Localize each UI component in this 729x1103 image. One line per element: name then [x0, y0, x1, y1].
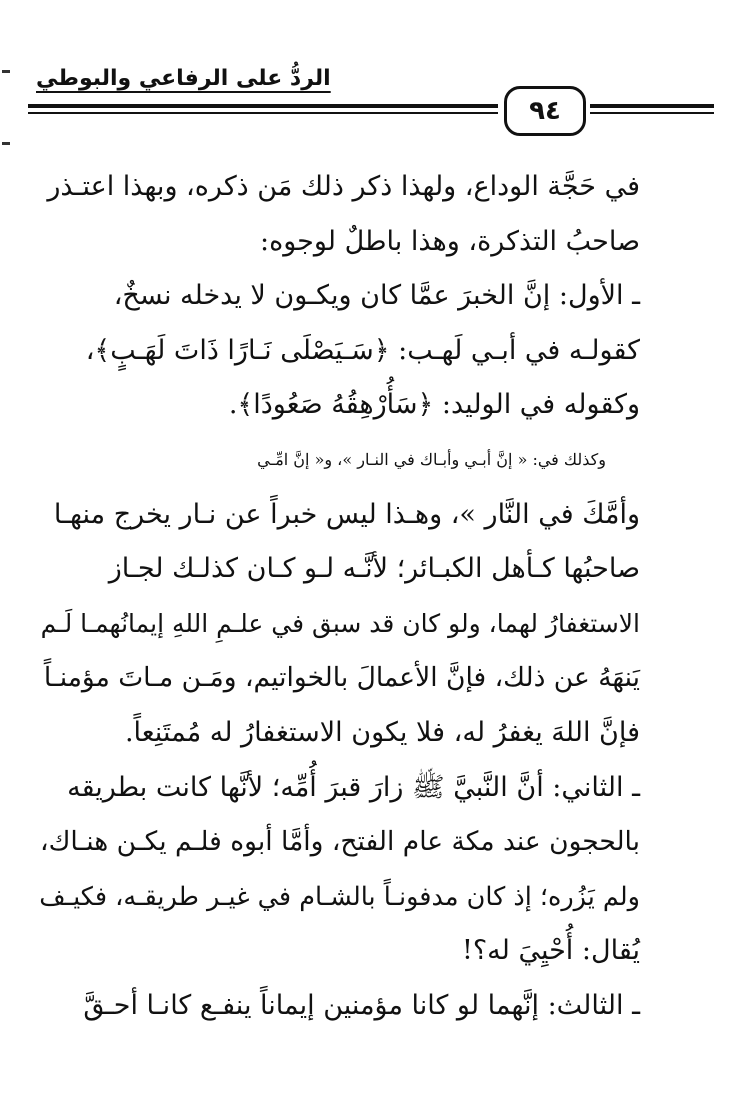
margin-mark-top — [2, 70, 10, 73]
page-number: ٩٤ — [529, 96, 561, 126]
text-line: الاستغفارُ لهما، ولو كان قد سبق في علـمِ اللهِ إيمانُهمـا لَـم — [40, 608, 640, 638]
text-line: يَنهَهُ عن ذلك، فإنَّ الأعمالَ بالخواتيم، ومَـن مـاتَ مؤمنـاً — [43, 662, 640, 694]
body-text — [40, 160, 640, 1034]
text-line: بالحجون عند مكة عام الفتح، وأمَّا أبوه فلـم يكـن هنـاك، — [40, 826, 640, 858]
text-line: وكقوله في الوليد: ﴿سَأُرْهِقُهُ صَعُودًا﴾. — [228, 389, 640, 421]
text-line: كقولـه في أبـي لَهـب: ﴿سَـيَصْلَى نَـارًا ذَاتَ لَهَـبٍ﴾، — [85, 334, 640, 366]
text-line: ـ الثالث: إنَّهما لو كانا مؤمنين إيماناً ينفـع كانـا أحـقَّ — [83, 989, 640, 1021]
page-number-box — [504, 86, 586, 136]
header-rule-thin — [28, 112, 498, 114]
text-line: يُقال: أُحْيِيَ له؟! — [461, 935, 640, 967]
book-title: الردُّ على الرفاعي والبوطي — [36, 66, 331, 91]
text-line: في حَجَّة الوداع، ولهذا ذكر ذلك مَن ذكره، وبهذا اعتـذر — [47, 171, 640, 202]
text-line: ولم يَزُره؛ إذ كان مدفونـاً بالشـام في غيـر طريقـه، فكيـف — [39, 881, 640, 912]
header-rule-thin-right — [590, 112, 714, 114]
text-line: وأمَّكَ في النَّار »، وهـذا ليس خبراً عن نـار يخرج منهـا — [53, 498, 640, 530]
text-line: فإنَّ اللهَ يغفرُ له، فلا يكون الاستغفارُ له مُمتَنِعاً. — [124, 716, 640, 748]
text-line: صاحبُ التذكرة، وهذا باطلٌ لوجوه: — [259, 225, 640, 257]
text-line: صاحبُها كـأهل الكبـائر؛ لأنَّـه لـو كـان كذلـك لجـاز — [108, 553, 640, 585]
text-line: ـ الثاني: أنَّ النَّبيَّ ﷺ زارَ قبرَ أُمِّه؛ لأنَّها كانت بطريقه — [67, 771, 640, 803]
text-line: ـ الأول: إنَّ الخبرَ عمَّا كان ويكـون لا يدخله نسخٌ، — [113, 280, 640, 312]
margin-mark-bottom — [2, 142, 10, 145]
text-line: وكذلك في: « إنَّ أبـي وأبـاك في النـار »، و« إنَّ امِّـي — [257, 449, 606, 469]
header-rule-thick-right — [590, 104, 714, 108]
header-rule-thick — [28, 104, 498, 108]
running-header — [28, 58, 718, 148]
